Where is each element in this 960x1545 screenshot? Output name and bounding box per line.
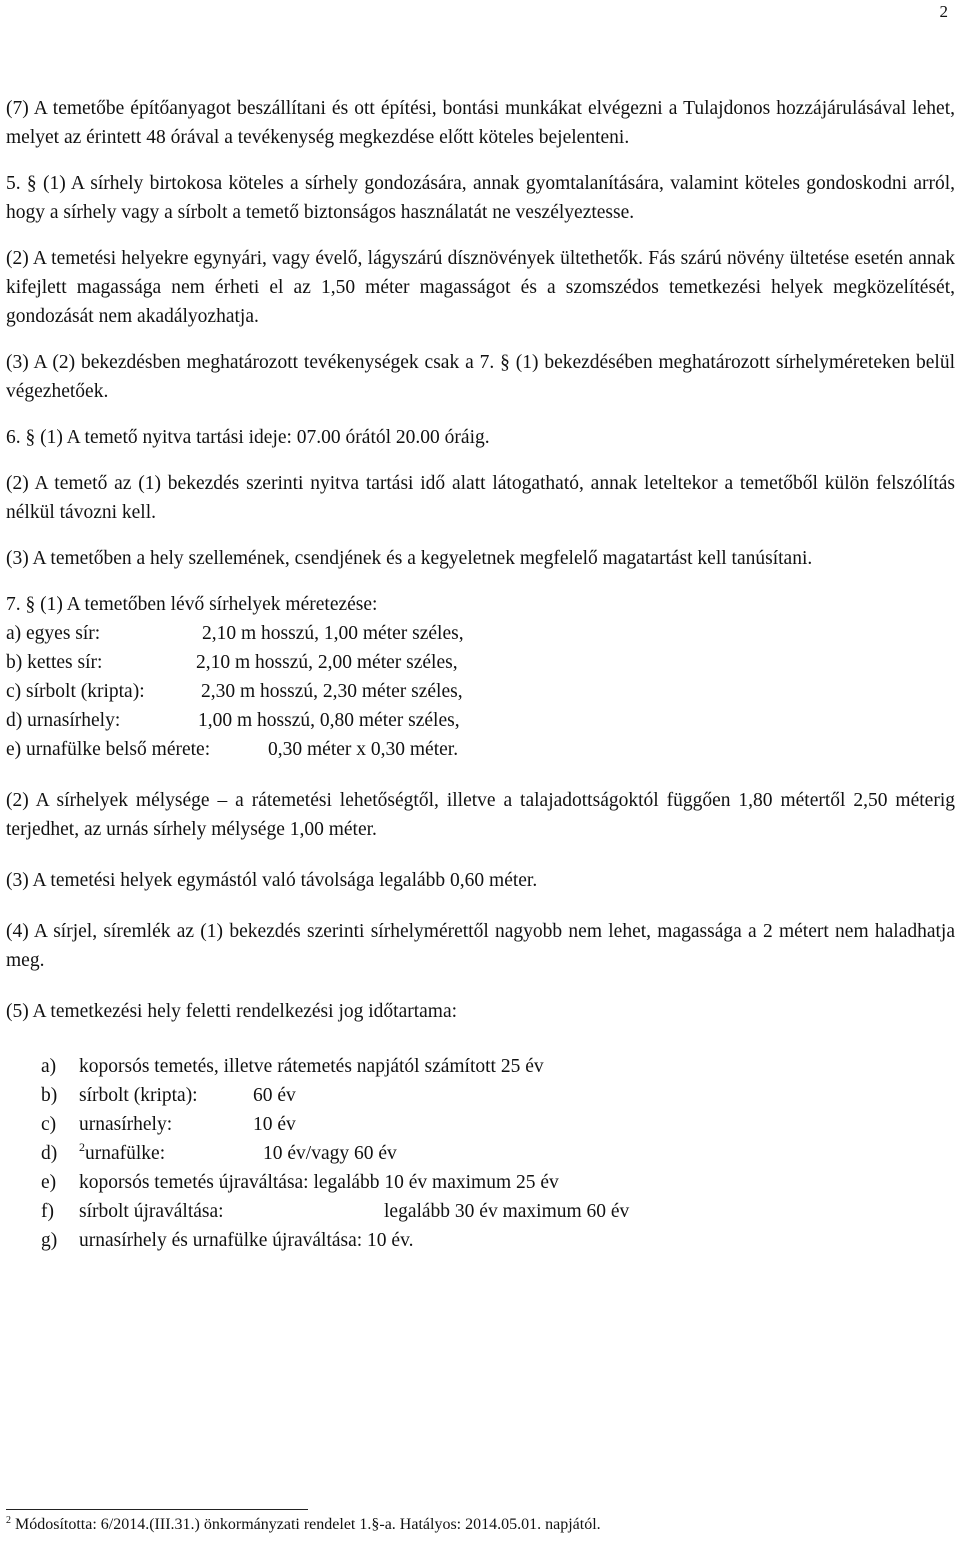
list-marker: e) <box>41 1172 57 1193</box>
paragraph-5-1: 5. § (1) A sírhely birtokosa köteles a sírhely gondozására, annak gyomtalanítására, valamint köteles gondoskodni arról, hogy a sírhely vagy a sírbolt a temető biztonságos használatát ne veszélyeztesse. <box>6 173 955 223</box>
footnote <box>6 1514 601 1536</box>
document-body <box>6 94 955 1255</box>
duration-value: 10 év <box>253 1114 296 1135</box>
paragraph-7-4: (4) A sírjel, síremlék az (1) bekezdés szerinti sírhelymérettől nagyobb nem lehet, magassága a 2 métert nem haladhatja meg. <box>6 921 955 971</box>
size-label: a) egyes sír: <box>6 623 101 644</box>
size-value: 0,30 méter x 0,30 méter. <box>268 739 459 760</box>
list-item <box>6 706 955 735</box>
duration-text: urnasírhely és urnafülke újraváltása: 10 év. <box>79 1230 414 1251</box>
footnote-divider <box>6 1509 308 1510</box>
paragraph-7-2: (2) A sírhelyek mélysége – a rátemetési lehetőségtől, illetve a talajadottságoktól függően 1,80 métertől 2,50 méterig terjedhet, az urnás sírhely mélysége 1,00 méter. <box>6 790 955 840</box>
duration-list <box>6 1052 955 1255</box>
paragraph-7-7: (7) A temetőbe építőanyagot beszállítani és ott építési, bontási munkákat elvégezni a Tulajdonos hozzájárulásával lehet, melyet az érintett 48 órával a tevékenység megkezdése előtt köteles bejelenteni. <box>6 98 955 148</box>
duration-value: 10 év/vagy 60 év <box>263 1143 397 1164</box>
paragraph-5-2: (2) A temetési helyekre egynyári, vagy évelő, lágyszárú dísznövények ültethetők. Fás szárú növény ültetése esetén annak kifejlett magassága nem érheti el az 1,50 méter magasságot és a szomszédos temetkezési helyek megközelítését, gondozását nem akadályozhatja. <box>6 248 955 327</box>
duration-label: sírbolt újraváltása: <box>79 1201 224 1222</box>
footnote-number: 2 <box>6 1515 11 1526</box>
list-item <box>41 1168 955 1197</box>
paragraph-6-1: 6. § (1) A temető nyitva tartási ideje: 07.00 órától 20.00 óráig. <box>6 427 490 448</box>
paragraph-6-3: (3) A temetőben a hely szellemének, csendjének és a kegyeletnek megfelelő magatartást kell tanúsítani. <box>6 548 813 569</box>
duration-label: sírbolt (kripta): <box>79 1085 198 1106</box>
duration-label-text: urnafülke: <box>85 1143 166 1164</box>
size-label: d) urnasírhely: <box>6 710 121 731</box>
duration-value: legalább 30 év maximum 60 év <box>384 1201 630 1222</box>
duration-text: koporsós temetés újraváltása: legalább 10 év maximum 25 év <box>79 1172 559 1193</box>
list-marker: a) <box>41 1056 57 1077</box>
list-item <box>6 619 955 648</box>
grave-size-list <box>6 619 955 764</box>
page-number: 2 <box>939 2 948 21</box>
size-label: c) sírbolt (kripta): <box>6 681 145 702</box>
duration-label <box>79 1139 263 1168</box>
list-item <box>41 1197 955 1226</box>
duration-text: koporsós temetés, illetve rátemetés napjától számított 25 év <box>79 1056 544 1077</box>
paragraph-7-1: 7. § (1) A temetőben lévő sírhelyek méretezése: <box>6 594 378 615</box>
paragraph-5-3: (3) A (2) bekezdésben meghatározott tevékenységek csak a 7. § (1) bekezdésében meghatározott sírhelyméreteken belül végezhetőek. <box>6 352 955 402</box>
list-item <box>6 677 955 706</box>
paragraph-6-2: (2) A temető az (1) bekezdés szerinti nyitva tartási idő alatt látogatható, annak leteltekor a temetőből külön felszólítás nélkül távozni kell. <box>6 473 955 523</box>
size-label: e) urnafülke belső mérete: <box>6 739 211 760</box>
size-value: 2,10 m hosszú, 2,00 méter széles, <box>196 652 458 673</box>
duration-value: 60 év <box>253 1085 296 1106</box>
list-item <box>6 735 955 764</box>
list-item <box>41 1110 955 1139</box>
footnote-text: Módosította: 6/2014.(III.31.) önkormányzati rendelet 1.§-a. Hatályos: 2014.05.01. napjától. <box>11 1516 601 1533</box>
list-item <box>41 1226 955 1255</box>
list-marker: c) <box>41 1114 57 1135</box>
list-marker: b) <box>41 1085 58 1106</box>
list-item <box>6 648 955 677</box>
size-label: b) kettes sír: <box>6 652 103 673</box>
list-item <box>41 1052 955 1081</box>
list-item <box>41 1081 955 1110</box>
footnote-ref: 2 <box>79 1140 85 1154</box>
paragraph-7-3: (3) A temetési helyek egymástól való távolsága legalább 0,60 méter. <box>6 870 538 891</box>
list-marker: f) <box>41 1201 54 1222</box>
size-value: 1,00 m hosszú, 0,80 méter széles, <box>198 710 460 731</box>
paragraph-7-5: (5) A temetkezési hely feletti rendelkezési jog időtartama: <box>6 1001 458 1022</box>
size-value: 2,30 m hosszú, 2,30 méter széles, <box>201 681 463 702</box>
list-marker: d) <box>41 1143 58 1164</box>
list-marker: g) <box>41 1230 58 1251</box>
duration-label: urnasírhely: <box>79 1114 173 1135</box>
size-value: 2,10 m hosszú, 1,00 méter széles, <box>202 623 464 644</box>
list-item <box>41 1139 955 1168</box>
